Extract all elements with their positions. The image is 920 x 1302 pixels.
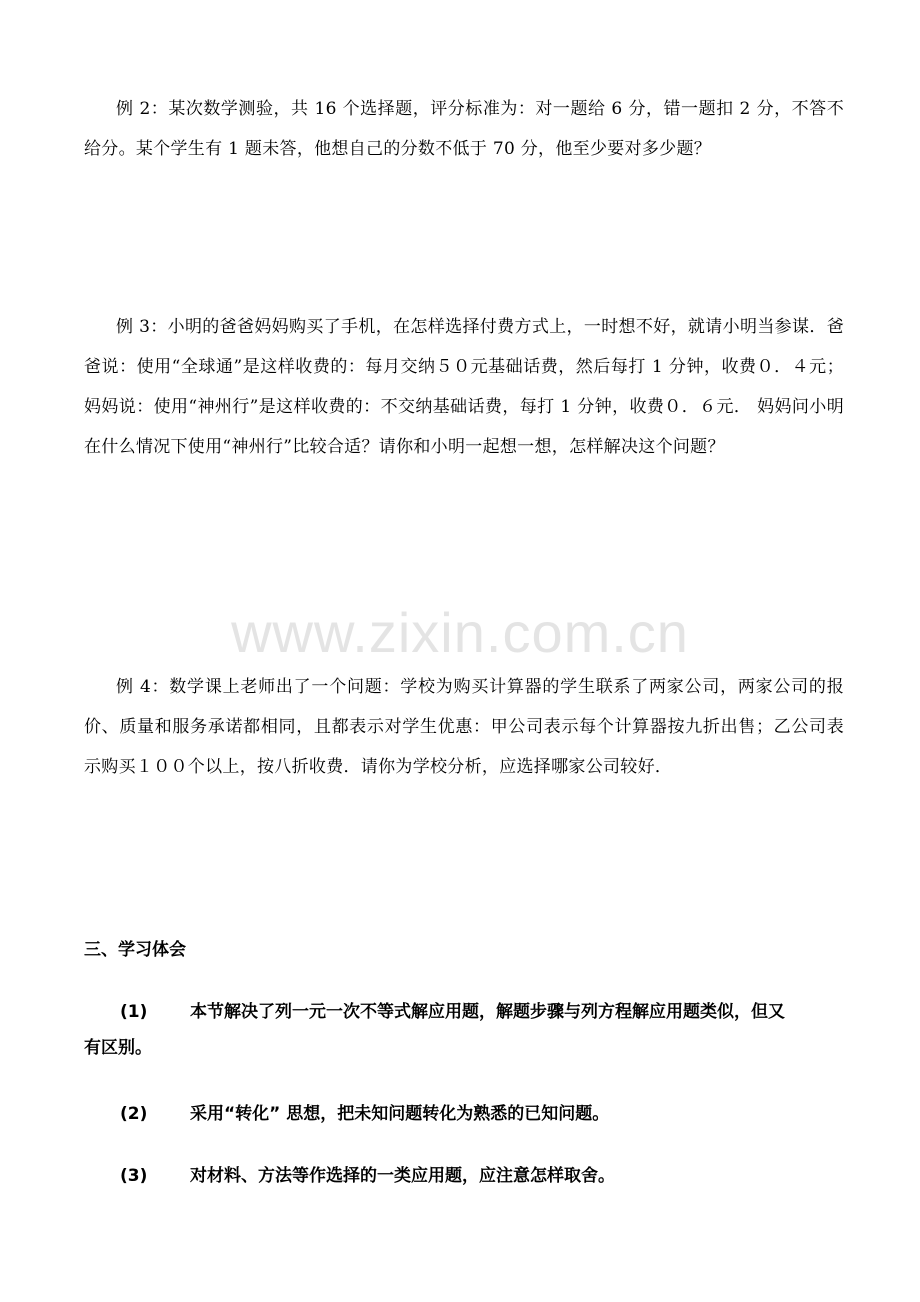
item-number: (1) bbox=[120, 1002, 148, 1022]
item-number: (3) bbox=[120, 1166, 148, 1186]
summary-item-3 bbox=[84, 1158, 844, 1194]
item-text-continuation: 有区别。 bbox=[84, 1038, 152, 1058]
item-text: 对材料、方法等作选择的一类应用题，应注意怎样取舍。 bbox=[190, 1166, 615, 1186]
item-text: 本节解决了列一元一次不等式解应用题，解题步骤与列方程解应用题类似，但又 bbox=[190, 1002, 785, 1022]
example-2-paragraph: 例 2：某次数学测验，共 16 个选择题，评分标准为：对一题给 6 分，错一题扣 2 分，不答不给分。某个学生有 1 题未答，他想自己的分数不低于 70 分，他至少要对多少题？ bbox=[84, 99, 844, 159]
watermark: www.zixin.com.cn bbox=[231, 601, 689, 664]
summary-item-2 bbox=[84, 1096, 844, 1132]
summary-item-1 bbox=[84, 994, 844, 1066]
example-4-paragraph: 例 4：数学课上老师出了一个问题：学校为购买计算器的学生联系了两家公司，两家公司的报价、质量和服务承诺都相同，且都表示对学生优惠：甲公司表示每个计算器按九折出售；乙公司表示购买１００个以上，按八折收费．请你为学校分析，应选择哪家公司较好． bbox=[84, 677, 844, 777]
item-number: (2) bbox=[120, 1104, 148, 1124]
section-title: 三、学习体会 bbox=[84, 940, 186, 960]
example-3-paragraph: 例 3：小明的爸爸妈妈购买了手机，在怎样选择付费方式上，一时想不好，就请小明当参谋．爸爸说：使用“全球通”是这样收费的：每月交纳５０元基础话费，然后每打 1 分钟，收费０．４元；妈妈说：使用“神州行”是这样收费的：不交纳基础话费，每打 1 分钟，收费０．６元． 妈妈问小明在什么情况下使用“神州行”比较合适？请你和小明一起想一想，怎样解决这个问题？ bbox=[84, 317, 844, 457]
item-text: 采用“转化” 思想，把未知问题转化为熟悉的已知问题。 bbox=[190, 1104, 610, 1124]
